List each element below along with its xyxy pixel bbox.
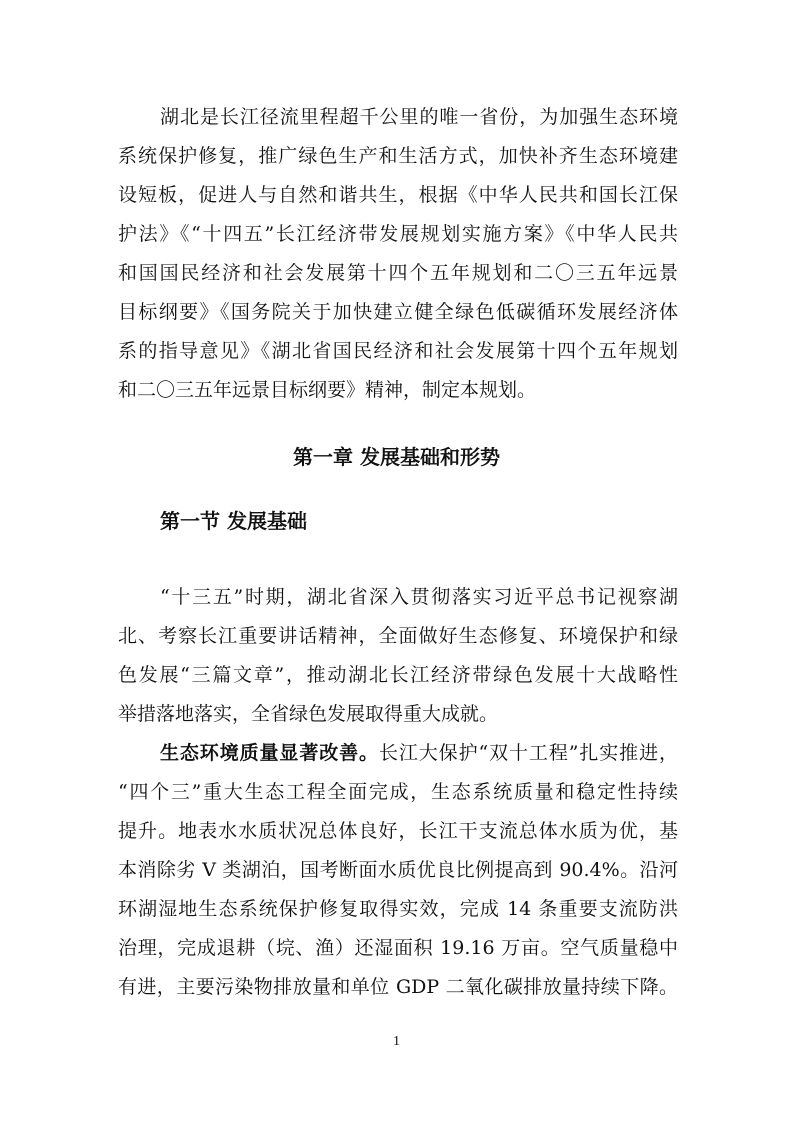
para2-line: 有进，主要污染物排放量和单位 GDP 二氧化碳排放量持续下降。 xyxy=(118,976,678,998)
para1-line: 举措落地落实，全省绿色发展取得重大成就。 xyxy=(118,703,499,725)
page-number: 1 xyxy=(393,1034,400,1049)
para2-first-rest: 长江大保护“双十工程”扎实推进， xyxy=(378,742,678,764)
para2-line: 治理，完成退耕（垸、渔）还湿面积 19.16 万亩。空气质量稳中 xyxy=(118,937,678,959)
intro-line: 系的指导意见》《湖北省国民经济和社会发展第十四个五年规划 xyxy=(118,340,678,362)
intro-line: 和二〇三五年远景目标纲要》精神，制定本规划。 xyxy=(118,379,537,401)
para1-line: “十三五”时期，湖北省深入贯彻落实习近平总书记视察湖 xyxy=(160,586,678,608)
para2-lead: 生态环境质量显著改善。 xyxy=(160,742,379,764)
intro-line: 和国国民经济和社会发展第十四个五年规划和二〇三五年远景 xyxy=(118,262,678,284)
chapter-title: 第一章 发展基础和形势 xyxy=(293,445,500,469)
para1-line: 北、考察长江重要讲话精神，全面做好生态修复、环境保护和绿 xyxy=(118,625,678,647)
intro-line: 设短板，促进人与自然和谐共生，根据《中华人民共和国长江保 xyxy=(118,184,678,206)
para2-first-line xyxy=(160,733,678,773)
intro-line: 湖北是长江径流里程超千公里的唯一省份，为加强生态环境 xyxy=(160,106,678,128)
para2-line: “四个三”重大生态工程全面完成，生态系统质量和稳定性持续 xyxy=(118,781,678,803)
para1-line: 色发展“三篇文章”，推动湖北长江经济带绿色发展十大战略性 xyxy=(118,664,678,686)
intro-line: 护法》《“十四五”长江经济带发展规划实施方案》《中华人民共 xyxy=(118,223,678,245)
para2-line: 环湖湿地生态系统保护修复取得实效，完成 14 条重要支流防洪 xyxy=(118,898,678,920)
para2-line: 本消除劣 V 类湖泊，国考断面水质优良比例提高到 90.4%。沿河 xyxy=(118,859,678,881)
section-title: 第一节 发展基础 xyxy=(160,509,307,533)
para2-line: 提升。地表水水质状况总体良好，长江干支流总体水质为优，基 xyxy=(118,820,678,842)
intro-line: 系统保护修复，推广绿色生产和生活方式，加快补齐生态环境建 xyxy=(118,145,678,167)
intro-line: 目标纲要》《国务院关于加快建立健全绿色低碳循环发展经济体 xyxy=(118,301,678,323)
